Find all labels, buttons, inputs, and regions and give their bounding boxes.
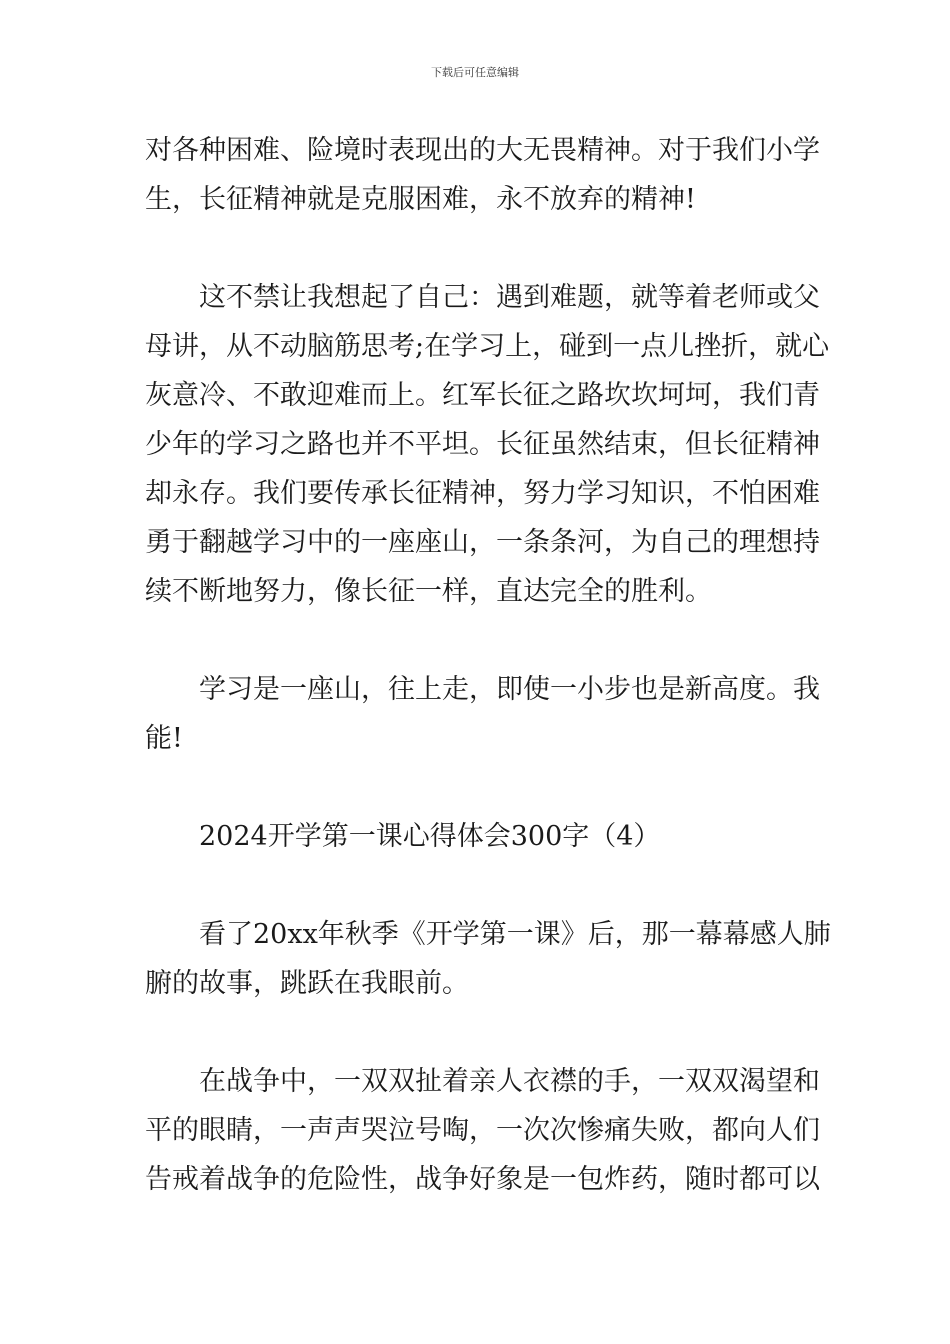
- text-line: 这不禁让我想起了自己：遇到难题，就等着老师或父: [199, 282, 820, 313]
- paragraph: [145, 126, 820, 224]
- text-line: 少年的学习之路也并不平坦。长征虽然结束，但长征精神: [145, 429, 820, 460]
- section-heading: [145, 812, 805, 861]
- page-header-note: 下载后可任意编辑: [431, 66, 519, 79]
- paragraph: [145, 273, 830, 616]
- paragraph-gap: [145, 224, 805, 273]
- paragraph: [145, 1057, 820, 1204]
- text-line: 看了20xx年秋季《开学第一课》后，那一幕幕感人肺: [199, 919, 831, 950]
- paragraph-gap: [145, 763, 805, 812]
- text-line: 母讲，从不动脑筋思考;在学习上，碰到一点儿挫折，就心: [145, 331, 830, 362]
- text-line: 腑的故事，跳跃在我眼前。: [145, 968, 469, 999]
- text-line: 对各种困难、险境时表现出的大无畏精神。对于我们小学: [145, 135, 820, 166]
- text-line: 续不断地努力，像长征一样，直达完全的胜利。: [145, 576, 712, 607]
- text-line: 在战争中，一双双扯着亲人衣襟的手，一双双渴望和: [199, 1066, 820, 1097]
- paragraph-gap: [145, 861, 805, 910]
- text-line: 生，长征精神就是克服困难，永不放弃的精神!: [145, 184, 696, 215]
- paragraph-gap: [145, 616, 805, 665]
- document-body: [145, 126, 831, 1204]
- text-line: 能!: [145, 723, 183, 754]
- text-line: 学习是一座山，往上走，即使一小步也是新高度。我: [199, 674, 820, 705]
- text-line: 勇于翻越学习中的一座座山，一条条河，为自己的理想持: [145, 527, 820, 558]
- text-line: 却永存。我们要传承长征精神，努力学习知识，不怕困难: [145, 478, 820, 509]
- text-line: 灰意冷、不敢迎难而上。红军长征之路坎坎坷坷，我们青: [145, 380, 820, 411]
- text-line: 告戒着战争的危险性，战争好象是一包炸药，随时都可以: [145, 1164, 820, 1195]
- paragraph: [145, 910, 831, 1008]
- paragraph-gap: [145, 1008, 805, 1057]
- text-line: 平的眼睛，一声声哭泣号啕，一次次惨痛失败，都向人们: [145, 1115, 820, 1146]
- heading-line: 2024开学第一课心得体会300字（4）: [199, 821, 661, 852]
- paragraph: [145, 665, 820, 763]
